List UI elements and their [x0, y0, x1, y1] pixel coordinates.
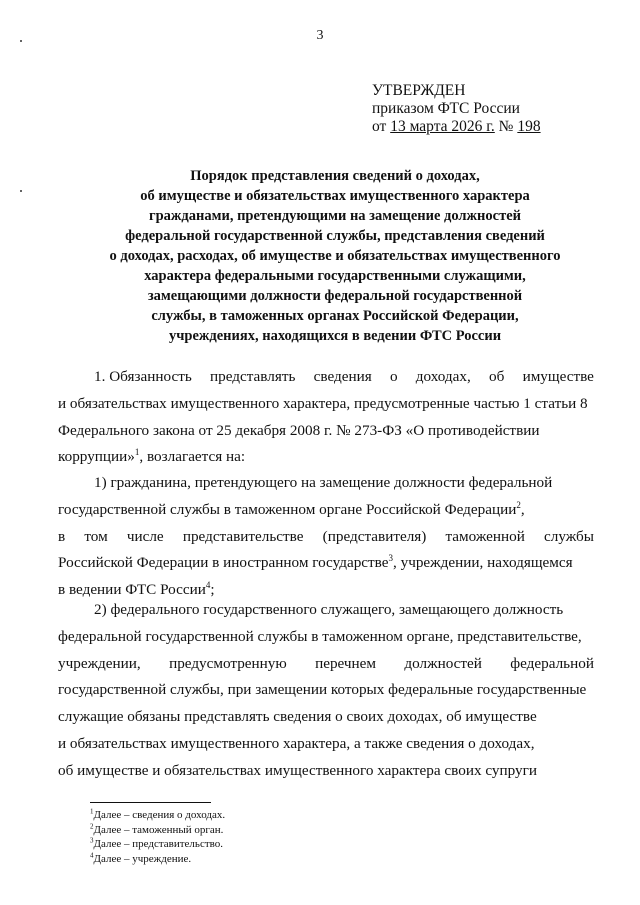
footnote-divider [90, 802, 211, 803]
paragraph-1 [58, 364, 594, 471]
approval-from: от [372, 118, 387, 135]
footnote-ref: 4 [205, 580, 211, 591]
footnote: $^4$Далее – учреждение. [90, 850, 192, 865]
item-line: 2) федерального государственного служащего, замещающего должность [94, 601, 564, 618]
footnote: $^3$Далее – представительство. [90, 836, 223, 850]
item-line: Российской Федерации в иностранном государстве$^3$, учреждении, находящемся [58, 553, 573, 572]
footnote: $^2$Далее – таможенный орган. [90, 821, 224, 836]
item-2 [58, 597, 594, 785]
approval-number-sign: № [498, 118, 514, 135]
document-title [70, 166, 600, 346]
title-line: характера федеральными государственными служащими, [144, 268, 526, 284]
approval-date-line [372, 118, 541, 136]
title-line: Порядок представления сведений о доходах, [190, 168, 480, 184]
title-line: службы, в таможенных органах Российской Федерации, [151, 308, 519, 324]
page-number: 3 [316, 28, 324, 43]
title-line: о доходах, расходах, об имуществе и обязательствах имущественного [109, 248, 561, 264]
item-line: государственной службы, при замещении которых федеральные государственные [58, 681, 587, 699]
item-1 [58, 470, 594, 604]
item-line: федеральной государственной службы в таможенном органе, представительстве, [58, 627, 582, 645]
paragraph-line: и обязательствах имущественного характера, предусмотренные частью 1 статьи 8 [58, 394, 588, 412]
title-line: федеральной государственной службы, представления сведений [125, 228, 545, 244]
paragraph-line: 1. Обязанность представлять сведения о доходах, об имуществе [94, 368, 594, 385]
approval-block [372, 82, 541, 136]
paragraph-line: Федерального закона от 25 декабря 2008 г. № 273-ФЗ «О противодействии [58, 421, 540, 439]
approval-order: приказом ФТС России [372, 100, 520, 117]
footnote-ref: 3 [388, 553, 393, 564]
footnote-ref: 2 [516, 499, 521, 510]
item-line: и обязательствах имущественного характера, а также сведения о доходах, [58, 734, 535, 752]
item-line: государственной службы в таможенном органе Российской Федерации$^2$, [58, 499, 525, 518]
item-line: об имуществе и обязательствах имущественного характера своих супруги [58, 761, 537, 779]
item-line: в ведении ФТС России$^4$; [58, 580, 215, 599]
footnotes [90, 808, 225, 866]
item-line: в том числе представительстве (представителя) таможенной службы [58, 527, 594, 545]
approval-title: УТВЕРЖДЕН [372, 82, 466, 99]
title-line: замещающими должности федеральной государственной [147, 288, 523, 304]
item-line: служащие обязаны представлять сведения о своих доходах, об имуществе [58, 708, 537, 726]
paragraph-line: коррупции»$^1$, возлагается на: [58, 447, 246, 466]
approval-number: 198 [517, 118, 541, 135]
scan-speck [20, 40, 22, 42]
title-line: учреждениях, находящихся в ведении ФТС России [168, 328, 502, 344]
item-line: 1) гражданина, претендующего на замещение должности федеральной [94, 474, 553, 491]
footnote-ref: 1 [134, 447, 140, 458]
approval-date: 13 марта 2026 г. [390, 118, 495, 135]
scan-speck [20, 190, 22, 192]
item-line: учреждении, предусмотренную перечнем должностей федеральной [58, 654, 594, 672]
footnote: $^1$Далее – сведения о доходах. [90, 807, 226, 821]
title-line: об имуществе и обязательствах имущественного характера [140, 188, 530, 204]
title-line: гражданами, претендующими на замещение должностей [148, 208, 522, 224]
